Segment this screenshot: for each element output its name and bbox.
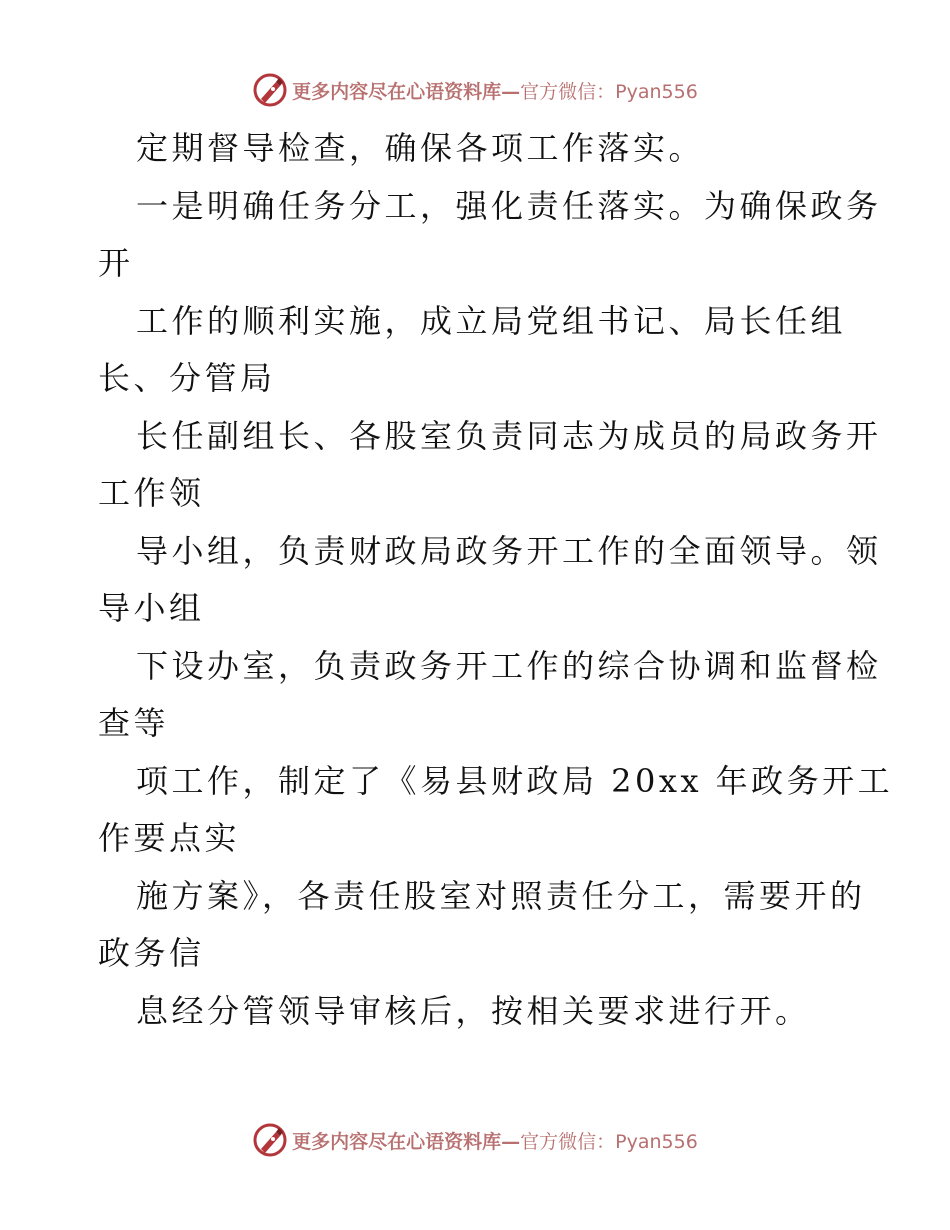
paragraph-line: 政务信 (98, 934, 205, 972)
paragraph-line: 工作领 (98, 474, 205, 512)
header-watermark (0, 68, 950, 112)
document-body (98, 120, 894, 1040)
paragraph-line: 下设办室，负责政务开工作的综合协调和监督检 (136, 646, 882, 685)
footer-watermark (0, 1118, 950, 1162)
watermark-text: 更多内容尽在心语资料库— (292, 80, 521, 103)
pen-logo-icon (252, 1122, 288, 1158)
paragraph-line: 一是明确任务分工，强化责任落实。为确保政务 (136, 186, 882, 225)
watermark-contact: 官方微信：Pyan556 (520, 80, 698, 103)
paragraph-line: 工作的顺利实施，成立局党组书记、局长任组 (136, 301, 847, 340)
paragraph-line: 作要点实 (98, 819, 241, 857)
pen-logo-icon (252, 72, 288, 108)
paragraph-line: 导小组 (98, 589, 205, 627)
watermark-text: 更多内容尽在心语资料库— (292, 1130, 521, 1153)
watermark-contact: 官方微信：Pyan556 (520, 1130, 698, 1153)
paragraph-line: 长任副组长、各股室负责同志为成员的局政务开 (136, 416, 882, 455)
paragraph-line: 项工作，制定了《易县财政局 20xx 年政务开工 (136, 761, 894, 800)
paragraph-line: 定期督导检查，确保各项工作落实。 (136, 129, 705, 167)
paragraph-line: 开 (98, 244, 134, 282)
paragraph-line: 查等 (98, 704, 170, 742)
paragraph-line: 导小组，负责财政局政务开工作的全面领导。领 (136, 531, 882, 570)
paragraph-line: 长、分管局 (98, 359, 276, 397)
paragraph-line: 息经分管领导审核后，按相关要求进行开。 (136, 991, 811, 1030)
paragraph-line: 施方案》，各责任股室对照责任分工，需要开的 (136, 876, 866, 915)
